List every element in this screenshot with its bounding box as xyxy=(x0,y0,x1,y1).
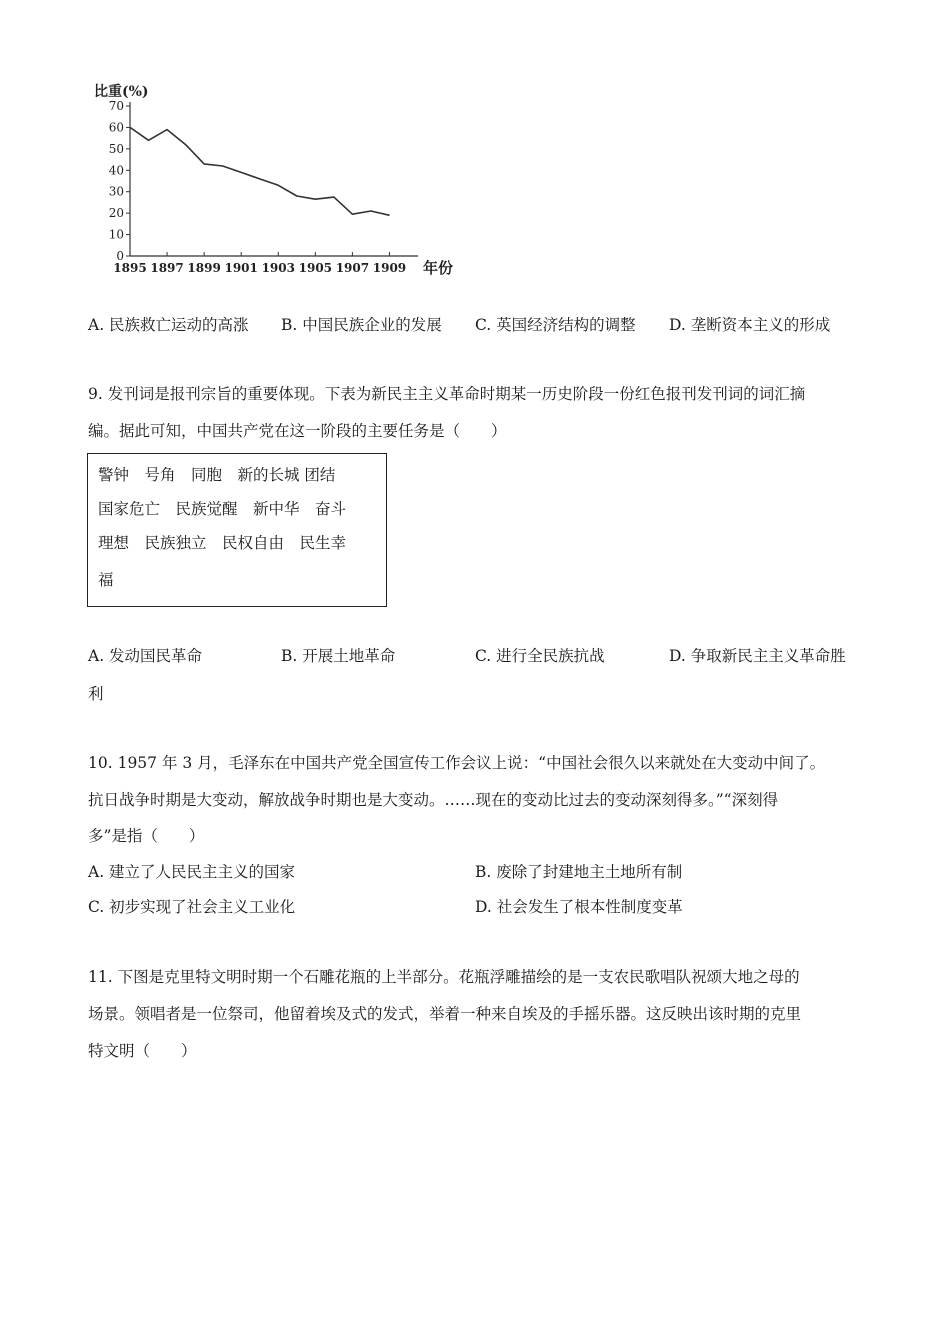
x-axis-label: 年份 xyxy=(423,259,454,277)
y-tick-label: 20 xyxy=(108,206,124,221)
x-tick-label: 1903 xyxy=(261,261,295,275)
q8-option-d[interactable]: D. 垄断资本主义的形成 xyxy=(669,316,831,334)
y-tick-label: 40 xyxy=(108,163,124,178)
x-tick-label: 1899 xyxy=(187,261,221,275)
y-tick-label: 0 xyxy=(116,249,124,263)
y-tick-label: 10 xyxy=(108,227,124,242)
x-tick-label: 1897 xyxy=(150,261,184,275)
q9-box-row: 警钟 号角 同胞 新的长城 团结 xyxy=(98,466,336,484)
q10-option-b[interactable]: B. 废除了封建地主土地所有制 xyxy=(475,863,683,881)
y-ticks xyxy=(109,99,130,263)
q9-option-b[interactable]: B. 开展土地革命 xyxy=(281,647,396,665)
y-tick-label: 70 xyxy=(108,99,124,113)
q10-stem-line-3: 多”是指（ ） xyxy=(88,827,205,845)
q10-option-d[interactable]: D. 社会发生了根本性制度变革 xyxy=(475,898,683,916)
x-tick-label: 1909 xyxy=(372,261,407,275)
x-tick-label: 1895 xyxy=(113,261,147,275)
q9-stem-line-2: 编。据此可知，中国共产党在这一阶段的主要任务是（ ） xyxy=(88,422,507,440)
q9-box-row: 福 xyxy=(98,571,114,589)
q9-option-d-wrap: 利 xyxy=(88,685,104,703)
y-tick-label: 30 xyxy=(108,184,124,199)
q11-stem-line-2: 场景。领唱者是一位祭司，他留着埃及式的发式，举着一种来自埃及的手摇乐器。这反映出该时期的克里 xyxy=(88,1005,802,1023)
q9-option-a[interactable]: A. 发动国民革命 xyxy=(88,647,203,665)
q9-option-c[interactable]: C. 进行全民族抗战 xyxy=(475,647,605,665)
y-tick-label: 50 xyxy=(108,141,124,156)
q9-box-row: 国家危亡 民族觉醒 新中华 奋斗 xyxy=(98,500,347,518)
q10-option-c[interactable]: C. 初步实现了社会主义工业化 xyxy=(88,898,296,916)
x-tick-label: 1907 xyxy=(335,261,370,275)
q10-option-a[interactable]: A. 建立了人民民主主义的国家 xyxy=(88,863,296,881)
q8-option-b[interactable]: B. 中国民族企业的发展 xyxy=(281,316,442,334)
q8-option-a[interactable]: A. 民族救亡运动的高涨 xyxy=(88,316,249,334)
share-line-chart xyxy=(88,78,468,288)
q9-box-row: 理想 民族独立 民权自由 民生幸 xyxy=(98,534,347,552)
q11-stem-line-1: 11. 下图是克里特文明时期一个石雕花瓶的上半部分。花瓶浮雕描绘的是一支农民歌唱队祝颂大地之母的 xyxy=(88,968,800,986)
x-tick-label: 1901 xyxy=(224,261,258,275)
q10-stem-line-1: 10. 1957 年 3 月，毛泽东在中国共产党全国宣传工作会议上说：“中国社会很久以来就处在大变动中间了。 xyxy=(88,754,826,772)
q9-option-d[interactable]: D. 争取新民主主义革命胜 xyxy=(669,647,846,665)
q9-vocabulary-box xyxy=(87,453,387,607)
q11-stem-line-3: 特文明（ ） xyxy=(88,1042,197,1060)
q10-stem-line-2: 抗日战争时期是大变动，解放战争时期也是大变动。……现在的变动比过去的变动深刻得多。”“深刻得 xyxy=(88,791,779,809)
q8-option-c[interactable]: C. 英国经济结构的调整 xyxy=(475,316,636,334)
series-line xyxy=(130,127,390,215)
chart-svg xyxy=(88,78,468,288)
q9-stem-line-1: 9. 发刊词是报刊宗旨的重要体现。下表为新民主主义革命时期某一历史阶段一份红色报刊发刊词的词汇摘 xyxy=(88,385,806,403)
y-tick-label: 60 xyxy=(108,120,124,135)
y-axis-label: 比重(%) xyxy=(94,84,149,100)
x-tick-label: 1905 xyxy=(298,261,333,275)
